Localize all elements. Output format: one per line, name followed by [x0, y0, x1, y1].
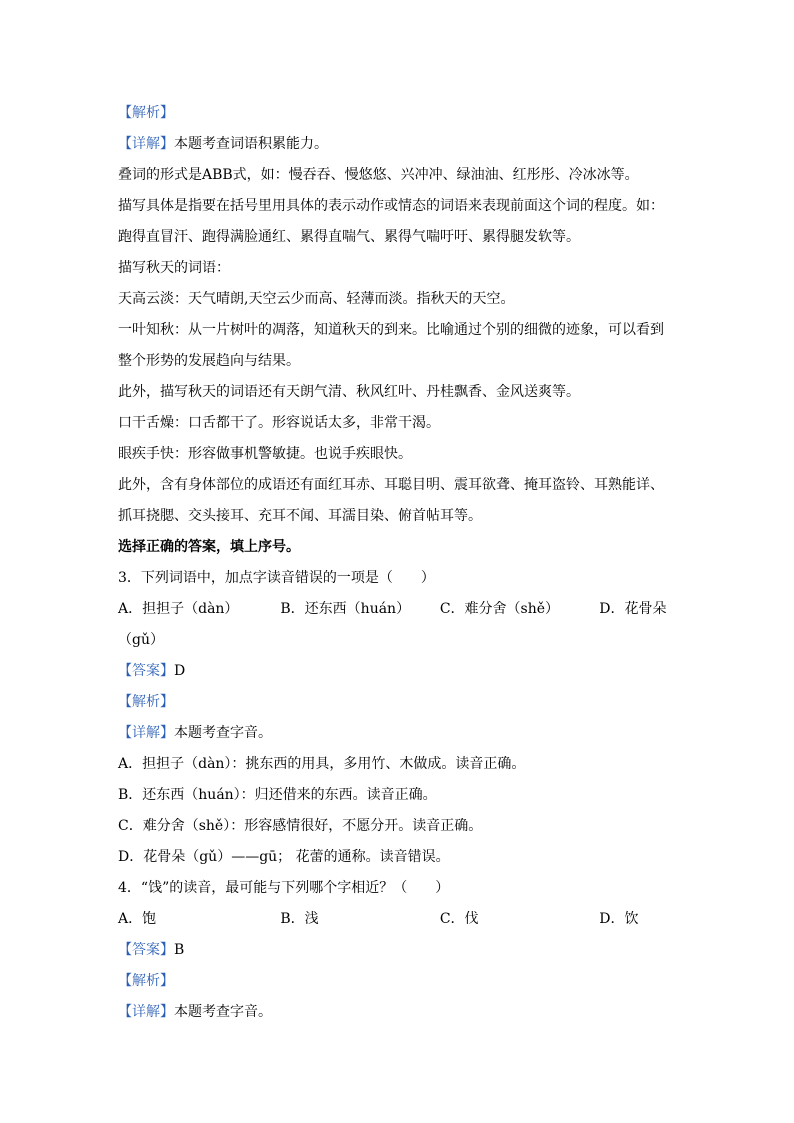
paragraph: 跑得直冒汗、跑得满脸通红、累得直喘气、累得气喘吁吁、累得腿发软等。 — [118, 229, 580, 245]
section-heading: 选择正确的答案，填上序号。 — [118, 539, 300, 555]
option-b: B．浅 — [280, 911, 319, 927]
detail-line: 【详解】本题考查字音。 — [118, 725, 272, 741]
paragraph: 描写具体是指要在括号里用具体的表示动作或情态的词语来表现前面这个词的程度。如： — [118, 198, 664, 214]
question-4-stem: 4．“饯”的读音，最可能与下列哪个字相近？（ ） — [118, 880, 450, 896]
option-a: A．饱 — [118, 911, 157, 927]
explanation-b: B．还东西（huán）：归还借来的东西。读音正确。 — [118, 787, 437, 803]
question-3-options — [118, 594, 678, 625]
paragraph: 整个形势的发展趋向与结果。 — [118, 353, 300, 369]
detail-line: 【详解】本题考查词语积累能力。 — [118, 136, 328, 152]
option-a: A．担担子（dàn） — [118, 601, 239, 617]
option-c: C．伐 — [439, 911, 479, 927]
option-d: D．花骨朵 — [599, 601, 667, 617]
answer-line: 【答案】B — [118, 942, 185, 958]
explanation-d: D．花骨朵（gǔ）——gū； 花蕾的通称。读音错误。 — [118, 849, 450, 865]
paragraph: 抓耳挠腮、交头接耳、充耳不闻、耳濡目染、俯首帖耳等。 — [118, 508, 482, 524]
paragraph: 眼疾手快：形容做事机警敏捷。也说手疾眼快。 — [118, 446, 412, 462]
paragraph: 天高云淡：天气晴朗,天空云少而高、轻薄而淡。指秋天的天空。 — [118, 291, 515, 307]
analysis-heading: 【解析】 — [118, 105, 174, 121]
question-4-options — [118, 904, 678, 935]
document-page — [118, 98, 678, 1028]
paragraph: 口干舌燥：口舌都干了。形容说话太多，非常干渴。 — [118, 415, 440, 431]
explanation-c: C．难分舍（shě）：形容感情很好，不愿分开。读音正确。 — [118, 818, 483, 834]
question-3-stem: 3．下列词语中，加点字读音错误的一项是（ ） — [118, 570, 435, 586]
option-d: D．饮 — [599, 911, 639, 927]
paragraph: 此外，描写秋天的词语还有天朗气清、秋风红叶、丹桂飘香、金风送爽等。 — [118, 384, 580, 400]
explanation-a: A．担担子（dàn）：挑东西的用具，多用竹、木做成。读音正确。 — [118, 756, 526, 772]
analysis-heading: 【解析】 — [118, 694, 174, 710]
detail-line: 【详解】本题考查字音。 — [118, 1004, 272, 1020]
paragraph: 此外，含有身体部位的成语还有面红耳赤、耳聪目明、震耳欲聋、掩耳盗铃、耳熟能详、 — [118, 477, 664, 493]
option-d-continued: （gǔ） — [118, 632, 164, 648]
paragraph: 叠词的形式是ABB式，如：慢吞吞、慢悠悠、兴冲冲、绿油油、红彤彤、冷冰冰等。 — [118, 167, 639, 183]
paragraph: 描写秋天的词语： — [118, 260, 230, 276]
answer-line: 【答案】D — [118, 663, 186, 679]
analysis-heading: 【解析】 — [118, 973, 174, 989]
option-b: B．还东西（huán） — [280, 601, 411, 617]
paragraph: 一叶知秋：从一片树叶的凋落，知道秋天的到来。比喻通过个别的细微的迹象，可以看到 — [118, 322, 664, 338]
option-c: C．难分舍（shě） — [439, 601, 560, 617]
